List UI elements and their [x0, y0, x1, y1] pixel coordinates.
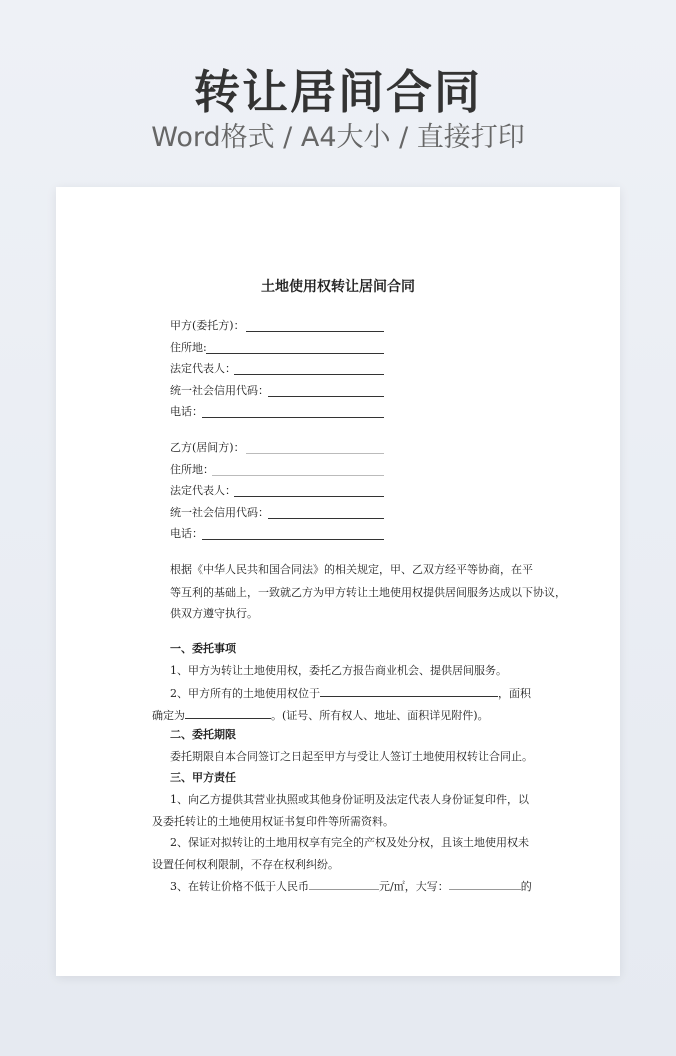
- price-capital-blank: [449, 878, 521, 890]
- section-3-heading: 三、甲方责任: [170, 771, 236, 784]
- party-b-phone-blank: [202, 539, 384, 540]
- section-1-item-2-line-2: [152, 705, 516, 727]
- item-2-text-b: ，面积: [498, 687, 531, 700]
- party-a-credit-code-blank: [268, 396, 384, 397]
- intro-text-1: 根据《中华人民共和国合同法》的相关规定，甲、乙双方经平等协商，在平: [170, 563, 533, 576]
- item-2-text-a: 2、甲方所有的土地使用权位于: [170, 687, 320, 700]
- land-area-blank: [185, 707, 271, 719]
- item-2-text-c: 确定为: [152, 709, 185, 722]
- item-3-text-a: 3、在转让价格不低于人民币: [170, 880, 309, 893]
- section-2-text: 委托期限自本合同签订之日起至甲方与受让人签订土地使用权转让合同止。: [170, 750, 533, 763]
- party-b-legal-rep-label: 法定代表人：: [170, 484, 236, 497]
- party-a-legal-rep-label: 法定代表人：: [170, 362, 236, 375]
- section-1-heading: 一、委托事项: [170, 642, 236, 655]
- party-b-legal-rep-blank: [234, 496, 384, 497]
- party-a-legal-rep-blank: [234, 374, 384, 375]
- price-blank: [309, 878, 379, 890]
- party-a-phone-label: 电话：: [170, 405, 203, 418]
- page-title: 转让居间合同: [194, 65, 482, 119]
- section-3-item-2-line-1: 2、保证对拟转让的土地用权享有完全的产权及处分权，且该土地使用权未: [170, 836, 529, 849]
- party-a-name-blank: [246, 331, 384, 332]
- section-1-item-2-line-1: [170, 683, 534, 705]
- section-3-item-2-line-2: 设置任何权利限制，不存在权利纠纷。: [152, 858, 339, 871]
- intro-line-1: [170, 559, 534, 581]
- party-b-phone-label: 电话：: [170, 527, 203, 540]
- intro-line-3: 供双方遵守执行。: [170, 607, 258, 620]
- section-2-heading: 二、委托期限: [170, 728, 236, 741]
- party-a-address-blank: [206, 353, 384, 354]
- party-a-phone-blank: [202, 417, 384, 418]
- page-subtitle: Word格式 / A4大小 / 直接打印: [151, 122, 525, 153]
- party-a-label: 甲方(委托方)：: [170, 319, 245, 332]
- party-b-label: 乙方(居间方)：: [170, 441, 245, 454]
- party-a-address-label: 住所地:: [170, 341, 207, 354]
- section-3-item-1-line-2: 及委托转让的土地使用权证书复印件等所需资料。: [152, 815, 394, 828]
- item-3-text-b: 元/㎡，大写：: [379, 880, 449, 893]
- party-b-credit-code-label: 统一社会信用代码：: [170, 506, 269, 519]
- party-a-credit-code-label: 统一社会信用代码：: [170, 384, 269, 397]
- document-page: [56, 187, 620, 976]
- party-b-name-blank: [246, 453, 384, 454]
- document-title: 土地使用权转让居间合同: [261, 279, 415, 295]
- party-b-address-blank: [212, 475, 384, 476]
- section-3-item-3: [170, 876, 534, 898]
- intro-line-2: 等互利的基础上，一致就乙方为甲方转让土地使用权提供居间服务达成以下协议，: [170, 586, 566, 599]
- party-b-address-label: 住所地：: [170, 463, 214, 476]
- land-location-blank: [320, 685, 498, 697]
- item-2-text-d: 。(证号、所有权人、地址、面积详见附件)。: [271, 709, 489, 722]
- party-b-credit-code-blank: [268, 518, 384, 519]
- item-3-text-c: 的: [520, 880, 532, 893]
- section-3-item-1-line-1: 1、向乙方提供其营业执照或其他身份证明及法定代表人身份证复印件，以: [170, 793, 529, 806]
- section-1-item-1: 1、甲方为转让土地使用权，委托乙方报告商业机会、提供居间服务。: [170, 664, 507, 677]
